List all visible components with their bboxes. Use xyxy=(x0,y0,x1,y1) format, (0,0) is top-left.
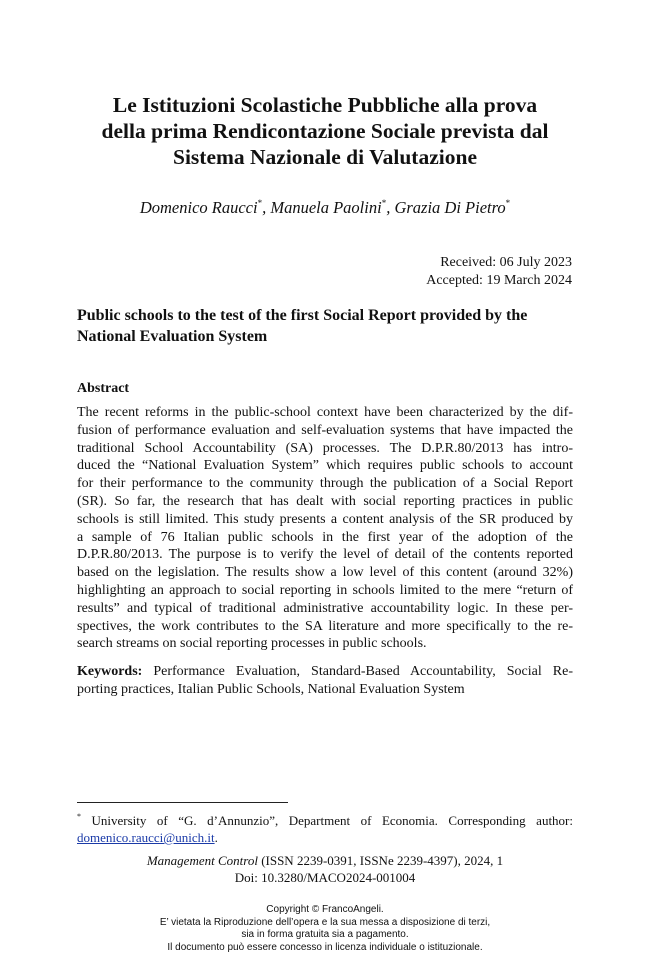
author-name: Grazia Di Pietro xyxy=(394,198,506,217)
abstract-line: a sample of 76 Italian public schools in the first year of the adoption of the xyxy=(77,529,573,545)
keywords xyxy=(77,663,573,699)
abstract-line: highlighting an approach to social reporting in schools limited to the mere “return of xyxy=(77,582,573,598)
abstract-line: schools is still limited. This study presents a content analysis of the SR produced by xyxy=(77,511,573,527)
abstract-line: spectives, the work contributes to the SA literature and more specifically to the re- xyxy=(77,618,573,634)
english-title xyxy=(77,305,573,347)
english-title-line: National Evaluation System xyxy=(77,328,268,345)
footnote-line xyxy=(77,829,573,846)
affiliation-mark: * xyxy=(257,198,263,208)
affiliation-mark: * xyxy=(381,198,387,208)
abstract-line: traditional School Accountability (SA) processes. The D.P.R.80/2013 has intro- xyxy=(77,440,573,456)
abstract-line: (SR). So far, the research that has dealt with social reporting practices in public xyxy=(77,493,573,509)
journal-line xyxy=(60,852,590,869)
abstract-line: for their performance to the community through the publication of a Social Report xyxy=(77,476,573,492)
abstract-line: search streams on social reporting processes in public schools. xyxy=(77,636,427,652)
abstract-heading: Abstract xyxy=(77,381,130,396)
author-separator: , xyxy=(262,198,271,217)
copyright-line: sia in forma gratuita sia a pagamento. xyxy=(241,929,409,940)
abstract-line: results” and typical of traditional administrative accountability logic. In these per- xyxy=(77,600,573,616)
abstract-line: based on the legislation. The results show a low level of this content (around 32%) xyxy=(77,565,573,581)
footnote-mark: * xyxy=(77,812,81,821)
journal-details: (ISSN 2239-0391, ISSNe 2239-4397), 2024, 1 xyxy=(257,853,504,868)
journal-doi: Doi: 10.3280/MACO2024-001004 xyxy=(234,870,416,885)
accepted-date: Accepted: 19 March 2024 xyxy=(426,273,572,288)
title-line: Sistema Nazionale di Valutazione xyxy=(172,145,477,169)
abstract-line: The recent reforms in the public-school context have been characterized by the dif- xyxy=(77,405,573,420)
copyright-line: E’ vietata la Riproduzione dell’opera e la sua messa a disposizione di terzi, xyxy=(159,916,491,928)
received-date: Received: 06 July 2023 xyxy=(440,255,572,270)
abstract-line: fusion of performance evaluation and self-evaluation systems that have impacted the xyxy=(77,422,573,438)
author-name: Manuela Paolini xyxy=(270,198,382,217)
abstract-line: D.P.R.80/2013. The purpose is to verify the level of detail of the contents reported xyxy=(77,547,573,563)
footnote-period: . xyxy=(214,830,218,845)
footnote-affiliation: University of “G. d’Annunzio”, Department of Economia. Corresponding author: xyxy=(81,813,573,828)
keywords-label: Keywords: xyxy=(77,664,143,679)
corresponding-author-email-link[interactable]: domenico.raucci@unich.it xyxy=(77,830,215,845)
title-line: della prima Rendicontazione Sociale prevista dal xyxy=(101,119,549,143)
copyright-line: Il documento può essere concesso in licenza individuale o istituzionale. xyxy=(167,941,483,953)
keywords-line xyxy=(77,663,573,681)
author-name: Domenico Raucci xyxy=(139,198,258,217)
submission-dates xyxy=(426,254,572,290)
keywords-line: porting practices, Italian Public Schools, National Evaluation System xyxy=(77,681,465,697)
copyright-notice xyxy=(60,904,590,954)
journal-info xyxy=(60,852,590,886)
copyright-line: Copyright © FrancoAngeli. xyxy=(266,904,384,915)
abstract-line: duced the “National Evaluation System” which requires public schools to account xyxy=(77,458,573,474)
english-title-line: Public schools to the test of the first Social Report provided by the xyxy=(77,307,528,324)
title-line: Le Istituzioni Scolastiche Pubbliche alla prova xyxy=(112,93,538,117)
abstract-body xyxy=(77,404,573,653)
footnote-line xyxy=(77,812,573,829)
author-separator: , xyxy=(386,198,395,217)
keywords-text: Performance Evaluation, Standard-Based Accountability, Social Re- xyxy=(142,664,573,679)
paper-title xyxy=(60,92,590,170)
author-list xyxy=(60,198,590,218)
journal-name: Management Control xyxy=(146,853,258,868)
footnote xyxy=(77,812,573,846)
footnote-divider xyxy=(77,802,288,803)
affiliation-mark: * xyxy=(505,198,511,208)
